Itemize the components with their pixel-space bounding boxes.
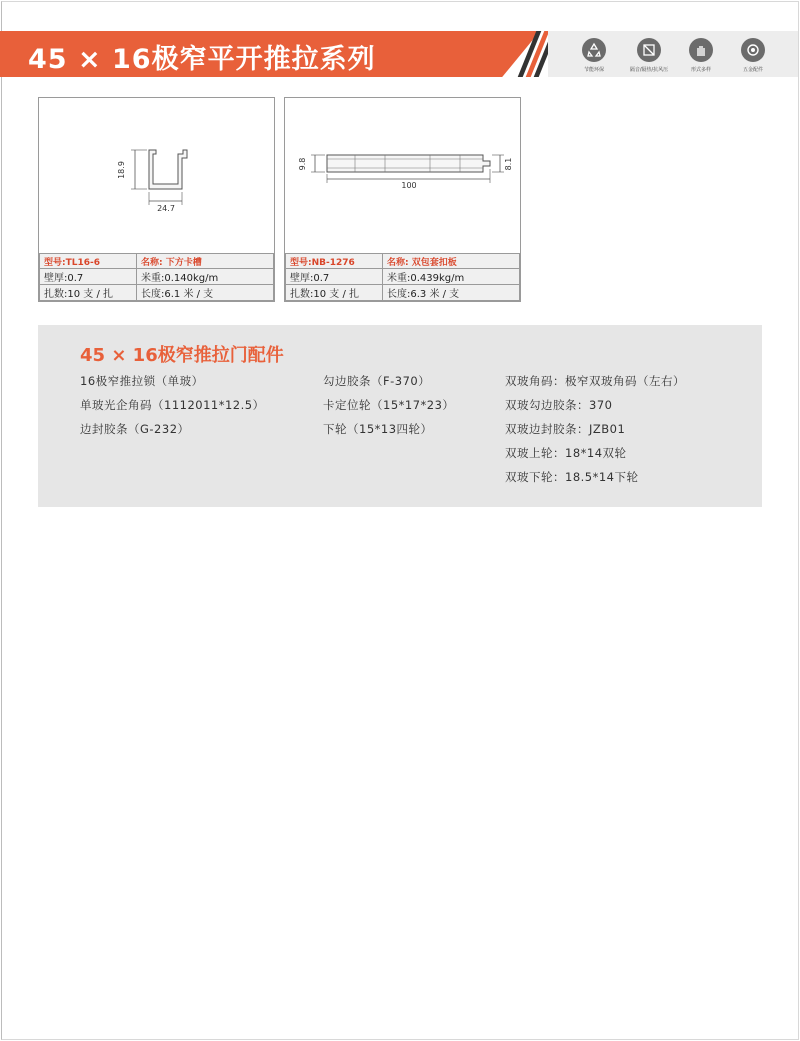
- accessory-item: 双玻勾边胶条：370: [505, 398, 613, 412]
- accessory-item: 双玻下轮：18.5*14下轮: [505, 470, 639, 484]
- page-title: 45 × 16极窄平开推拉系列: [28, 44, 376, 75]
- feature-hardware: 五金配件: [727, 38, 779, 73]
- wall-thickness: 壁厚:0.7: [40, 269, 137, 285]
- bundle-count: 扎数:10 支 / 扎: [40, 285, 137, 301]
- profile-drawing: [285, 98, 520, 253]
- name-label: 名称: 下方卡槽: [141, 257, 202, 268]
- spec-table: [39, 253, 274, 301]
- feature-insulation: 隔音/隔热/抗风压: [623, 38, 675, 73]
- width-dimension: 100: [401, 181, 417, 190]
- length: 长度:6.1 米 / 支: [137, 285, 274, 301]
- model-label: 型号:NB-1276: [290, 257, 355, 268]
- meter-weight: 米重:0.140kg/m: [137, 269, 274, 285]
- accessory-item: 双玻边封胶条：JZB01: [505, 422, 626, 436]
- meter-weight: 米重:0.439kg/m: [383, 269, 520, 285]
- hand-icon: [689, 38, 713, 62]
- length: 长度:6.3 米 / 支: [383, 285, 520, 301]
- profile-drawing: [39, 98, 274, 253]
- accessory-item: 16极窄推拉锁（单玻）: [80, 374, 204, 388]
- accessory-item: 双玻角码：极窄双玻角码（左右）: [505, 374, 685, 388]
- feature-styles: 形式多样: [675, 38, 727, 73]
- accessories-title: 45 × 16极窄推拉门配件: [80, 345, 284, 366]
- height-dimension: 18.9: [117, 161, 126, 179]
- shield-icon: [637, 38, 661, 62]
- profile-card-tl16-6: [38, 97, 275, 302]
- model-label: 型号:TL16-6: [44, 257, 100, 268]
- accessories-column-3: [505, 373, 685, 493]
- accessory-item: 下轮（15*13四轮）: [323, 422, 433, 436]
- height-right-dimension: 8.1: [504, 157, 513, 171]
- recycle-icon: [582, 38, 606, 62]
- accessory-item: 卡定位轮（15*17*23）: [323, 398, 455, 412]
- bundle-count: 扎数:10 支 / 扎: [286, 285, 383, 301]
- accessories-panel: [38, 325, 762, 507]
- accessory-item: 单玻光企角码（1112011*12.5）: [80, 398, 265, 412]
- feature-energy: 节能环保: [568, 38, 620, 73]
- spec-table: [285, 253, 520, 301]
- accessory-item: 双玻上轮：18*14双轮: [505, 446, 627, 460]
- width-dimension: 24.7: [157, 204, 175, 213]
- height-left-dimension: 9.8: [298, 157, 307, 171]
- name-label: 名称: 双包套扣板: [387, 257, 457, 268]
- accessories-column-2: [323, 373, 454, 445]
- accessory-item: 边封胶条（G-232）: [80, 422, 190, 436]
- profile-card-nb-1276: [284, 97, 521, 302]
- accessories-column-1: [80, 373, 265, 445]
- gear-icon: [741, 38, 765, 62]
- accessory-item: 勾边胶条（F-370）: [323, 374, 431, 388]
- wall-thickness: 壁厚:0.7: [286, 269, 383, 285]
